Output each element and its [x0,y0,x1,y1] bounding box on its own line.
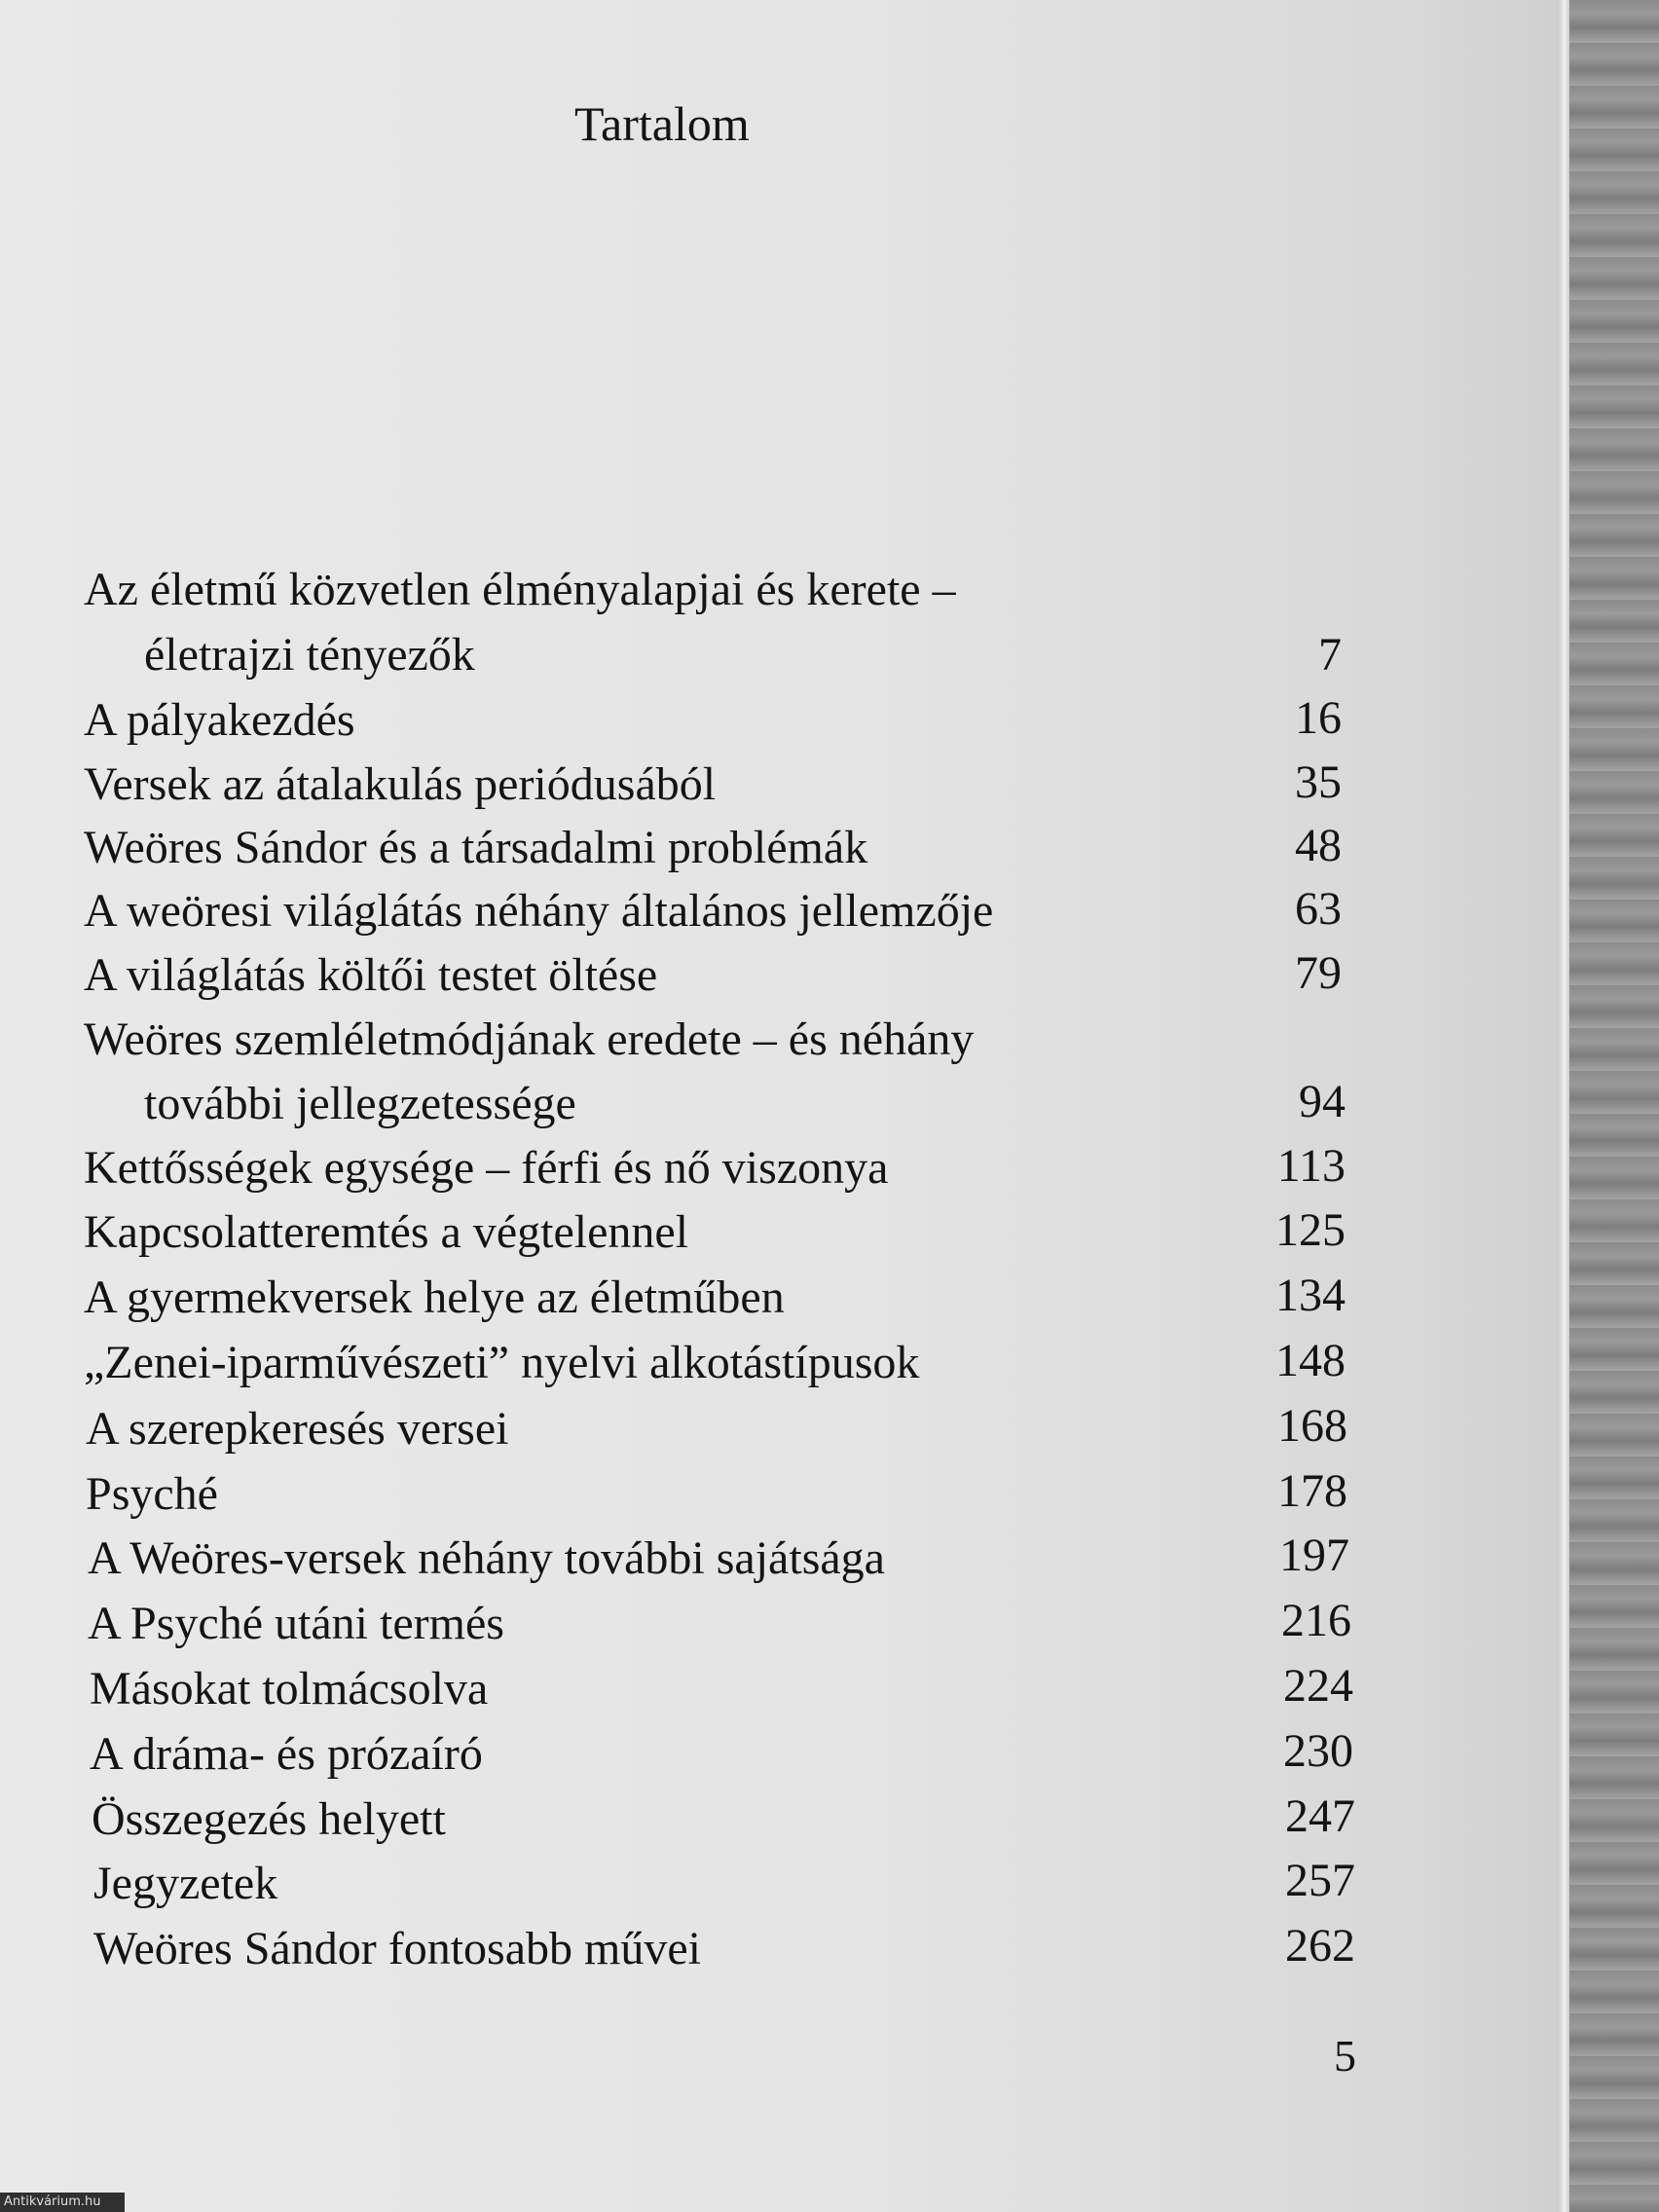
toc-entry-title: Versek az átalakulás periódusából [84,758,717,810]
toc-entry-page: 224 [1283,1660,1353,1712]
toc-entry-title: „Zenei-iparművészeti” nyelvi alkotástípusok [84,1337,920,1388]
page-number: 5 [1334,2031,1356,2081]
toc-entry-page: 230 [1283,1725,1353,1777]
toc-entry-title: A szerepkeresés versei [86,1403,509,1455]
toc-entry-page: 168 [1277,1400,1347,1452]
toc-entry-title: Weöres szemléletmódjának eredete – és néhány [84,1014,975,1065]
toc-entry-page: 262 [1285,1920,1355,1972]
toc-entry-page: 197 [1279,1530,1349,1581]
toc-entry-page: 94 [1299,1076,1346,1127]
toc-entry-page: 257 [1285,1855,1355,1906]
watermark-label: Antikvárium.hu [0,2193,125,2212]
toc-entry-title: Kettősségek egysége – férfi és nő viszonya [84,1142,889,1194]
page-title: Tartalom [574,96,750,151]
toc-entry-page: 48 [1295,820,1342,871]
toc-entry-title: Jegyzetek [93,1858,278,1909]
toc-entry-page: 113 [1276,1140,1346,1192]
toc-entry-title: A gyermekversek helye az életműben [84,1272,785,1323]
toc-entry-page: 79 [1295,947,1342,999]
toc-entry-title: Az életmű közvetlen élményalapjai és kerete – [84,564,956,615]
toc-entry-page: 63 [1295,883,1342,935]
toc-entry-title: Összegezés helyett [92,1793,446,1845]
toc-entry-page: 148 [1275,1335,1346,1386]
toc-entry-title: Kapcsolatteremtés a végtelennel [84,1206,689,1258]
toc-entry-title: A Psyché utáni termés [88,1598,504,1649]
toc-entry-page: 247 [1285,1790,1355,1842]
toc-entry-page: 134 [1275,1270,1346,1321]
toc-entry-title: A dráma- és prózaíró [90,1728,483,1780]
toc-entry-title: A világlátás költői testet öltése [84,949,658,1001]
toc-entry-title-continuation: további jellegzetessége [144,1078,576,1129]
book-spine [1569,0,1659,2212]
toc-entry-page: 7 [1318,629,1342,681]
toc-entry-title: Psyché [86,1468,218,1520]
toc-entry-page: 16 [1295,692,1342,744]
toc-entry-title: Másokat tolmácsolva [90,1663,489,1714]
toc-entry-page: 216 [1281,1595,1351,1646]
toc-entry-title: A Weöres-versek néhány további sajátsága [88,1532,885,1584]
toc-entry-title: Weöres Sándor fontosabb művei [93,1923,701,1974]
toc-entry-title: Weöres Sándor és a társadalmi problémák [84,822,868,873]
toc-entry-title: A pályakezdés [84,694,355,746]
toc-entry-title: A weöresi világlátás néhány általános jellemzője [84,885,994,937]
toc-entry-page: 35 [1295,756,1342,808]
toc-entry-title-continuation: életrajzi tényezők [144,629,475,681]
toc-entry-page: 178 [1277,1465,1347,1517]
toc-entry-page: 125 [1275,1204,1346,1256]
